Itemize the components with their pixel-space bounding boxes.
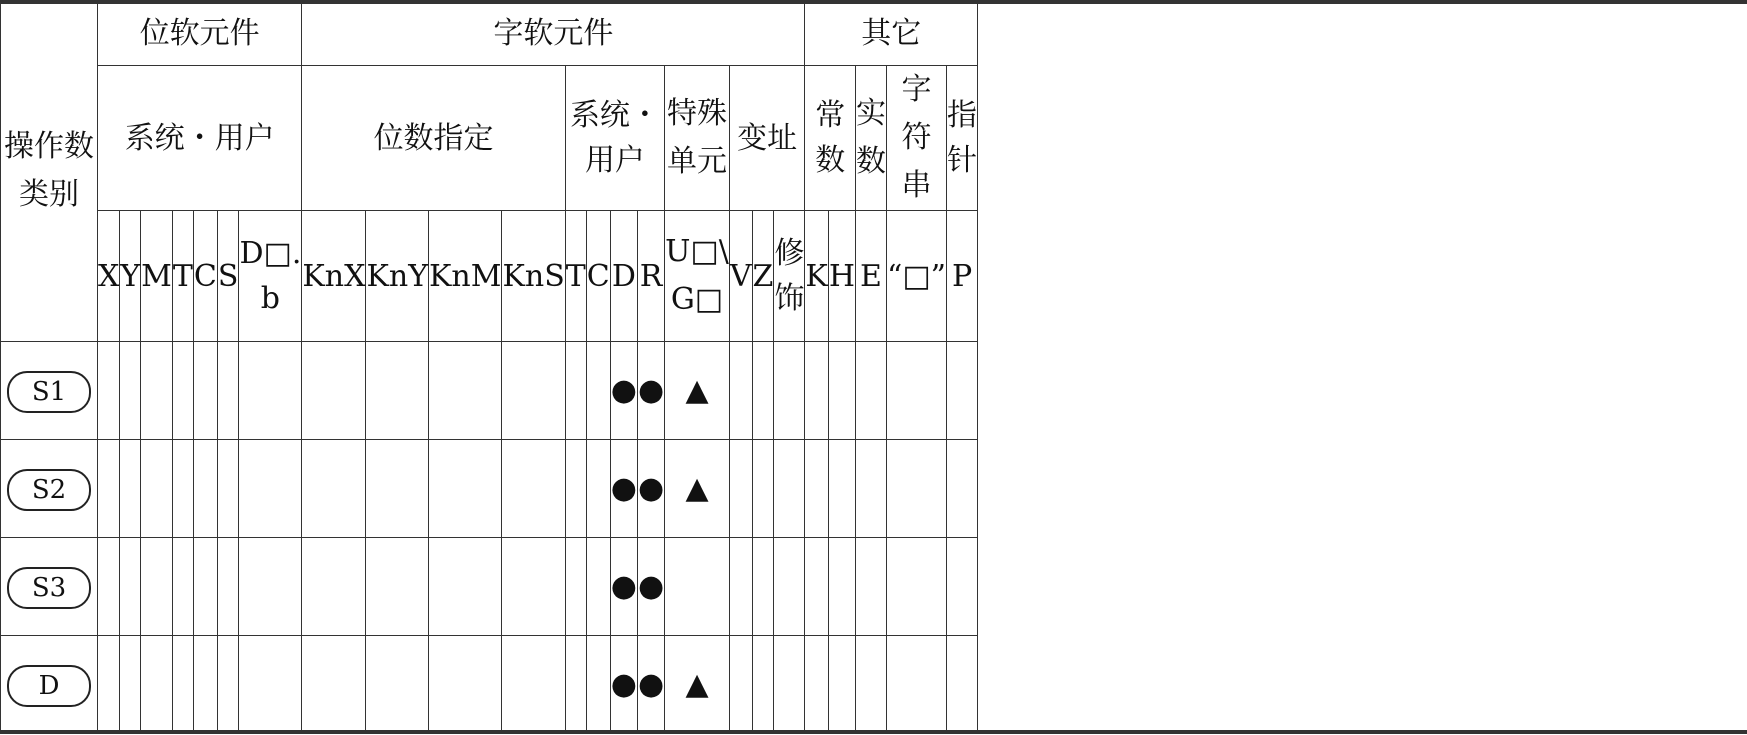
empty-cell <box>502 342 565 440</box>
empty-cell <box>887 636 947 734</box>
row-header-label: 操作数类别 <box>4 129 94 212</box>
empty-cell <box>302 440 366 538</box>
empty-cell <box>856 440 887 538</box>
empty-cell <box>239 440 302 538</box>
empty-cell <box>805 440 828 538</box>
col-header-knx: KnX <box>302 211 366 342</box>
empty-cell <box>565 636 586 734</box>
operand-label: S2 <box>7 469 91 511</box>
empty-cell <box>302 636 366 734</box>
empty-cell <box>172 636 193 734</box>
col-header-x: X <box>98 211 120 342</box>
empty-cell <box>366 636 429 734</box>
empty-cell <box>856 538 887 636</box>
subgroup-special-unit <box>665 66 730 211</box>
empty-cell <box>120 342 141 440</box>
empty-cell <box>947 636 978 734</box>
empty-cell <box>586 440 610 538</box>
empty-cell <box>856 636 887 734</box>
operand-label: S3 <box>7 567 91 609</box>
col-header-z: Z <box>752 211 774 342</box>
empty-cell <box>429 342 502 440</box>
empty-cell <box>217 342 239 440</box>
empty-cell <box>805 538 828 636</box>
empty-cell <box>887 342 947 440</box>
empty-cell <box>586 538 610 636</box>
empty-cell <box>120 636 141 734</box>
special-unit-line2: 单元 <box>667 144 727 179</box>
col-header-knm: KnM <box>429 211 502 342</box>
empty-cell <box>366 538 429 636</box>
empty-cell <box>98 342 120 440</box>
operand-label: S1 <box>7 371 91 413</box>
mark-d: ● <box>610 440 637 538</box>
col-header-d: D <box>610 211 637 342</box>
empty-cell <box>729 538 752 636</box>
col-header-e: E <box>856 211 887 342</box>
col-header-s: S <box>217 211 239 342</box>
operand-cell <box>1 342 98 440</box>
mark-special-unit: ▲ <box>665 440 730 538</box>
empty-cell <box>172 342 193 440</box>
special-unit-line1: 特殊 <box>667 96 727 131</box>
empty-cell <box>172 440 193 538</box>
empty-cell <box>239 636 302 734</box>
empty-cell <box>752 440 774 538</box>
empty-cell <box>947 342 978 440</box>
empty-cell <box>752 538 774 636</box>
empty-cell <box>774 538 805 636</box>
col-header-c: C <box>193 211 217 342</box>
empty-cell <box>586 342 610 440</box>
empty-cell <box>828 538 855 636</box>
empty-cell <box>98 538 120 636</box>
col-header-v: V <box>729 211 752 342</box>
empty-cell <box>752 342 774 440</box>
empty-cell <box>141 538 173 636</box>
empty-cell <box>429 538 502 636</box>
mark-special-unit <box>665 538 730 636</box>
empty-cell <box>98 440 120 538</box>
table-row <box>1 636 978 734</box>
empty-cell <box>774 636 805 734</box>
empty-cell <box>856 342 887 440</box>
empty-cell <box>366 342 429 440</box>
empty-cell <box>565 538 586 636</box>
empty-cell <box>120 440 141 538</box>
bottom-border-rule <box>0 730 1747 734</box>
empty-cell <box>565 440 586 538</box>
col-header-u: U□\ <box>665 234 729 269</box>
subgroup-bit-sys-user: 系统・用户 <box>98 66 302 211</box>
real-line2: 数 <box>856 144 886 179</box>
empty-cell <box>217 636 239 734</box>
col-header-g: G□ <box>670 282 724 317</box>
empty-cell <box>239 342 302 440</box>
empty-cell <box>172 538 193 636</box>
empty-cell <box>193 342 217 440</box>
empty-cell <box>217 440 239 538</box>
subgroup-pointer: 指针 <box>947 66 978 211</box>
empty-cell <box>120 538 141 636</box>
col-header-modifier: 修饰 <box>774 211 805 342</box>
top-border-rule <box>0 0 1747 4</box>
empty-cell <box>502 538 565 636</box>
empty-cell <box>239 538 302 636</box>
empty-cell <box>729 342 752 440</box>
row-header-cell <box>1 1 98 342</box>
empty-cell <box>429 440 502 538</box>
col-header-t: T <box>172 211 193 342</box>
group-bit-device: 位软元件 <box>98 1 302 66</box>
col-header-y: Y <box>120 211 141 342</box>
subgroup-string <box>887 66 947 211</box>
empty-cell <box>828 636 855 734</box>
empty-cell <box>947 440 978 538</box>
mark-d: ● <box>610 636 637 734</box>
empty-cell <box>828 342 855 440</box>
empty-cell <box>193 538 217 636</box>
empty-cell <box>141 636 173 734</box>
empty-cell <box>141 342 173 440</box>
group-word-device: 字软元件 <box>302 1 805 66</box>
col-header-k: K <box>805 211 828 342</box>
col-header-m: M <box>141 211 173 342</box>
col-header-r: R <box>637 211 664 342</box>
real-line1: 实 <box>856 96 886 131</box>
mark-d: ● <box>610 538 637 636</box>
subgroup-index: 变址 <box>729 66 805 211</box>
empty-cell <box>805 636 828 734</box>
mark-r: ● <box>637 636 664 734</box>
empty-cell <box>752 636 774 734</box>
mark-r: ● <box>637 342 664 440</box>
empty-cell <box>193 636 217 734</box>
empty-cell <box>729 636 752 734</box>
empty-cell <box>366 440 429 538</box>
empty-cell <box>193 440 217 538</box>
empty-cell <box>774 440 805 538</box>
col-header-h: H <box>828 211 855 342</box>
mark-special-unit: ▲ <box>665 636 730 734</box>
empty-cell <box>565 342 586 440</box>
table-row <box>1 440 978 538</box>
empty-cell <box>828 440 855 538</box>
operand-cell <box>1 440 98 538</box>
mark-r: ● <box>637 440 664 538</box>
mark-special-unit: ▲ <box>665 342 730 440</box>
mark-r: ● <box>637 538 664 636</box>
col-header-d-bit: D□. b <box>239 211 302 342</box>
operand-cell <box>1 538 98 636</box>
string-line1: 字符 <box>901 72 932 155</box>
empty-cell <box>805 342 828 440</box>
empty-cell <box>729 440 752 538</box>
empty-cell <box>217 538 239 636</box>
subgroup-constant: 常数 <box>805 66 856 211</box>
col-header-kny: KnY <box>366 211 429 342</box>
subgroup-digit-spec: 位数指定 <box>302 66 565 211</box>
table-row <box>1 538 978 636</box>
empty-cell <box>502 440 565 538</box>
empty-cell <box>429 636 502 734</box>
col-header-kns: KnS <box>502 211 565 342</box>
group-other: 其它 <box>805 1 978 66</box>
empty-cell <box>141 440 173 538</box>
col-header-special-unit <box>665 211 730 342</box>
col-header-word-t: T <box>565 211 586 342</box>
table-row <box>1 342 978 440</box>
string-line2: 串 <box>901 168 932 203</box>
empty-cell <box>586 636 610 734</box>
col-header-word-c: C <box>586 211 610 342</box>
col-header-p: P <box>947 211 978 342</box>
subgroup-word-sys-user: 系统・用户 <box>565 66 664 211</box>
empty-cell <box>887 538 947 636</box>
empty-cell <box>887 440 947 538</box>
col-header-string: “□” <box>887 211 947 342</box>
empty-cell <box>98 636 120 734</box>
subgroup-real <box>856 66 887 211</box>
operand-cell <box>1 636 98 734</box>
empty-cell <box>502 636 565 734</box>
empty-cell <box>302 342 366 440</box>
empty-cell <box>774 342 805 440</box>
mark-d: ● <box>610 342 637 440</box>
empty-cell <box>302 538 366 636</box>
empty-cell <box>947 538 978 636</box>
operand-label: D <box>7 665 91 707</box>
